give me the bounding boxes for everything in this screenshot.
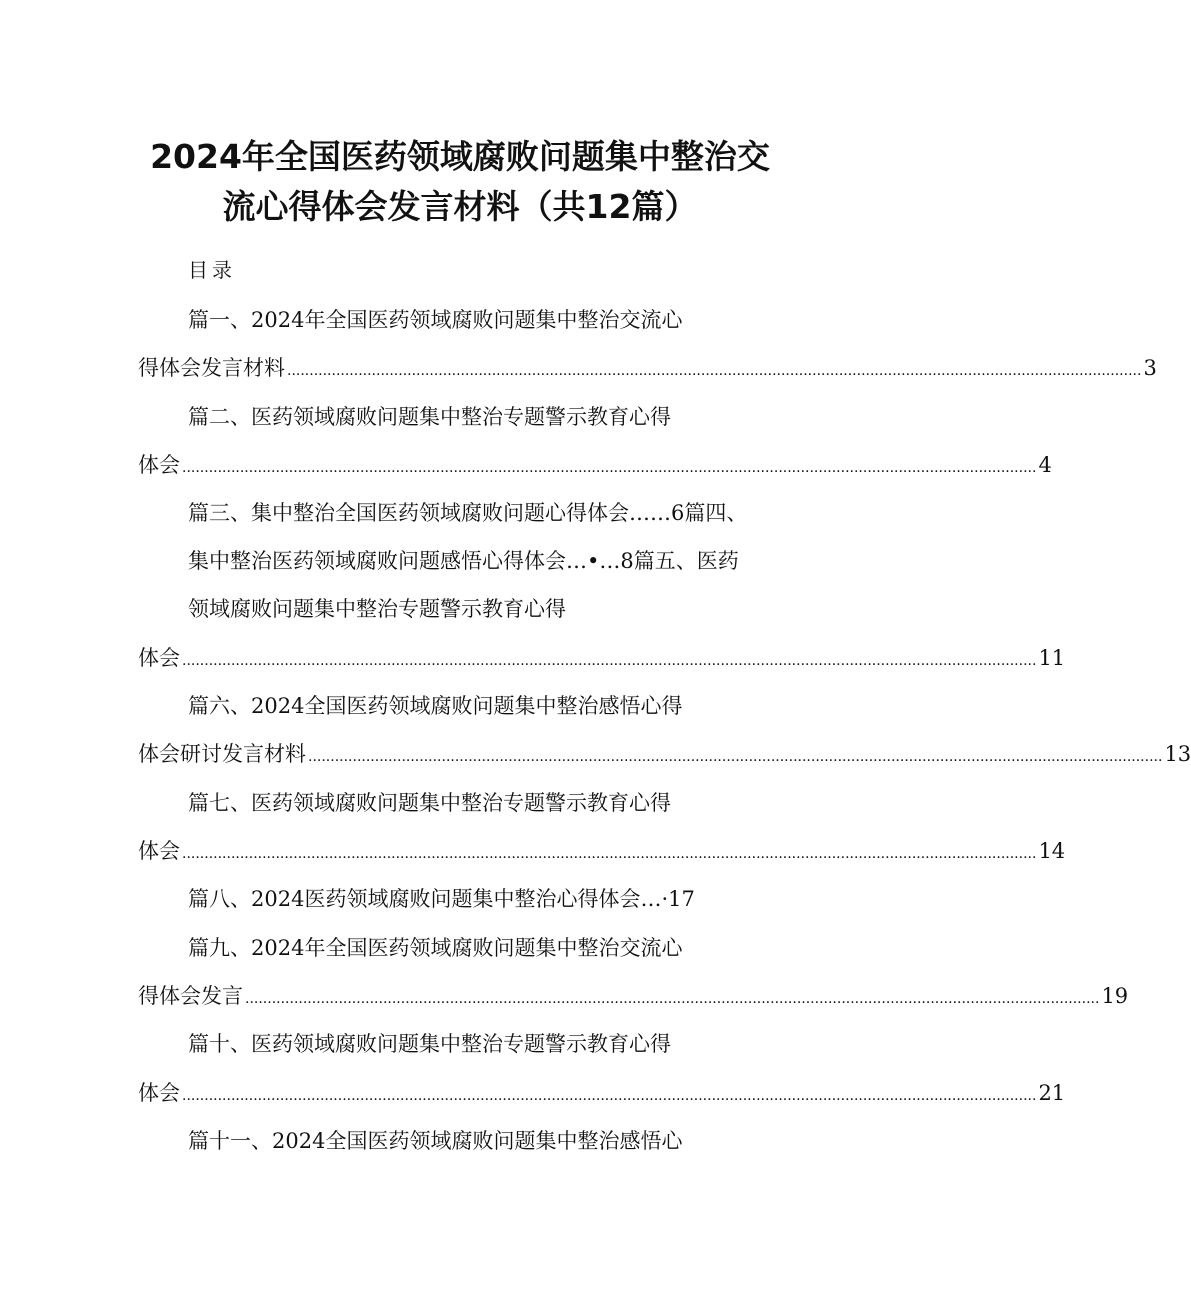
toc-entry-5-line-2 [138,643,1066,676]
toc-entry-2-line-2 [138,450,1052,483]
toc-entry-text: 体会 [138,839,180,863]
toc-page-number: 13 [1164,742,1191,766]
toc-entry-4-line: 集中整治医药领域腐败问题感悟心得体会…•…8篇五、医药 [188,549,739,573]
toc-entry-text: 得体会发言 [138,984,243,1008]
toc-heading: 目录 [188,258,236,282]
toc-page-number: 21 [1038,1081,1066,1105]
toc-entry-11-line-1: 篇十一、2024全国医药领域腐败问题集中整治感悟心 [188,1129,683,1153]
toc-entry-text: 体会 [138,453,180,477]
document-title-line-2: 流心得体会发言材料（共12篇） [222,187,698,226]
toc-entry-10-line-2 [138,1078,1066,1111]
toc-entry-3-line: 篇三、集中整治全国医药领域腐败问题心得体会……6篇四、 [188,501,748,525]
toc-entry-1-line-2 [138,353,1157,386]
toc-page-number: 3 [1143,356,1157,380]
toc-entry-8-line: 篇八、2024医药领域腐败问题集中整治心得体会…·17 [188,887,695,911]
toc-entry-text: 得体会发言材料 [138,356,285,380]
toc-entry-5-line-1: 领域腐败问题集中整治专题警示教育心得 [188,597,566,621]
toc-entry-6-line-2 [138,739,1191,772]
toc-entry-10-line-1: 篇十、医药领域腐败问题集中整治专题警示教育心得 [188,1032,671,1056]
toc-entry-text: 体会 [138,646,180,670]
toc-entry-9-line-1: 篇九、2024年全国医药领域腐败问题集中整治交流心 [188,936,683,960]
toc-entry-1-line-1: 篇一、2024年全国医药领域腐败问题集中整治交流心 [188,308,683,332]
toc-entry-7-line-2 [138,836,1066,869]
toc-entry-7-line-1: 篇七、医药领域腐败问题集中整治专题警示教育心得 [188,791,671,815]
toc-page-number: 4 [1038,453,1052,477]
dot-leader: ................................................................................................................................................................................................ [287,363,1142,379]
toc-entry-6-line-1: 篇六、2024全国医药领域腐败问题集中整治感悟心得 [188,694,683,718]
toc-entry-9-line-2 [138,981,1129,1014]
dot-leader: ................................................................................................................................................................................................ [308,749,1163,765]
toc-page-number: 19 [1101,984,1129,1008]
toc-entry-2-line-1: 篇二、医药领域腐败问题集中整治专题警示教育心得 [188,405,671,429]
dot-leader: ................................................................................................................................................................................................ [182,653,1037,669]
dot-leader: ................................................................................................................................................................................................ [182,460,1037,476]
dot-leader: ................................................................................................................................................................................................ [182,1088,1037,1104]
document-title-line-1: 2024年全国医药领域腐败问题集中整治交 [150,137,770,176]
toc-entry-text: 体会研讨发言材料 [138,742,306,766]
toc-page-number: 11 [1038,646,1066,670]
toc-page-number: 14 [1038,839,1066,863]
toc-entry-text: 体会 [138,1081,180,1105]
dot-leader: ................................................................................................................................................................................................ [182,846,1037,862]
dot-leader: ................................................................................................................................................................................................ [245,991,1100,1007]
